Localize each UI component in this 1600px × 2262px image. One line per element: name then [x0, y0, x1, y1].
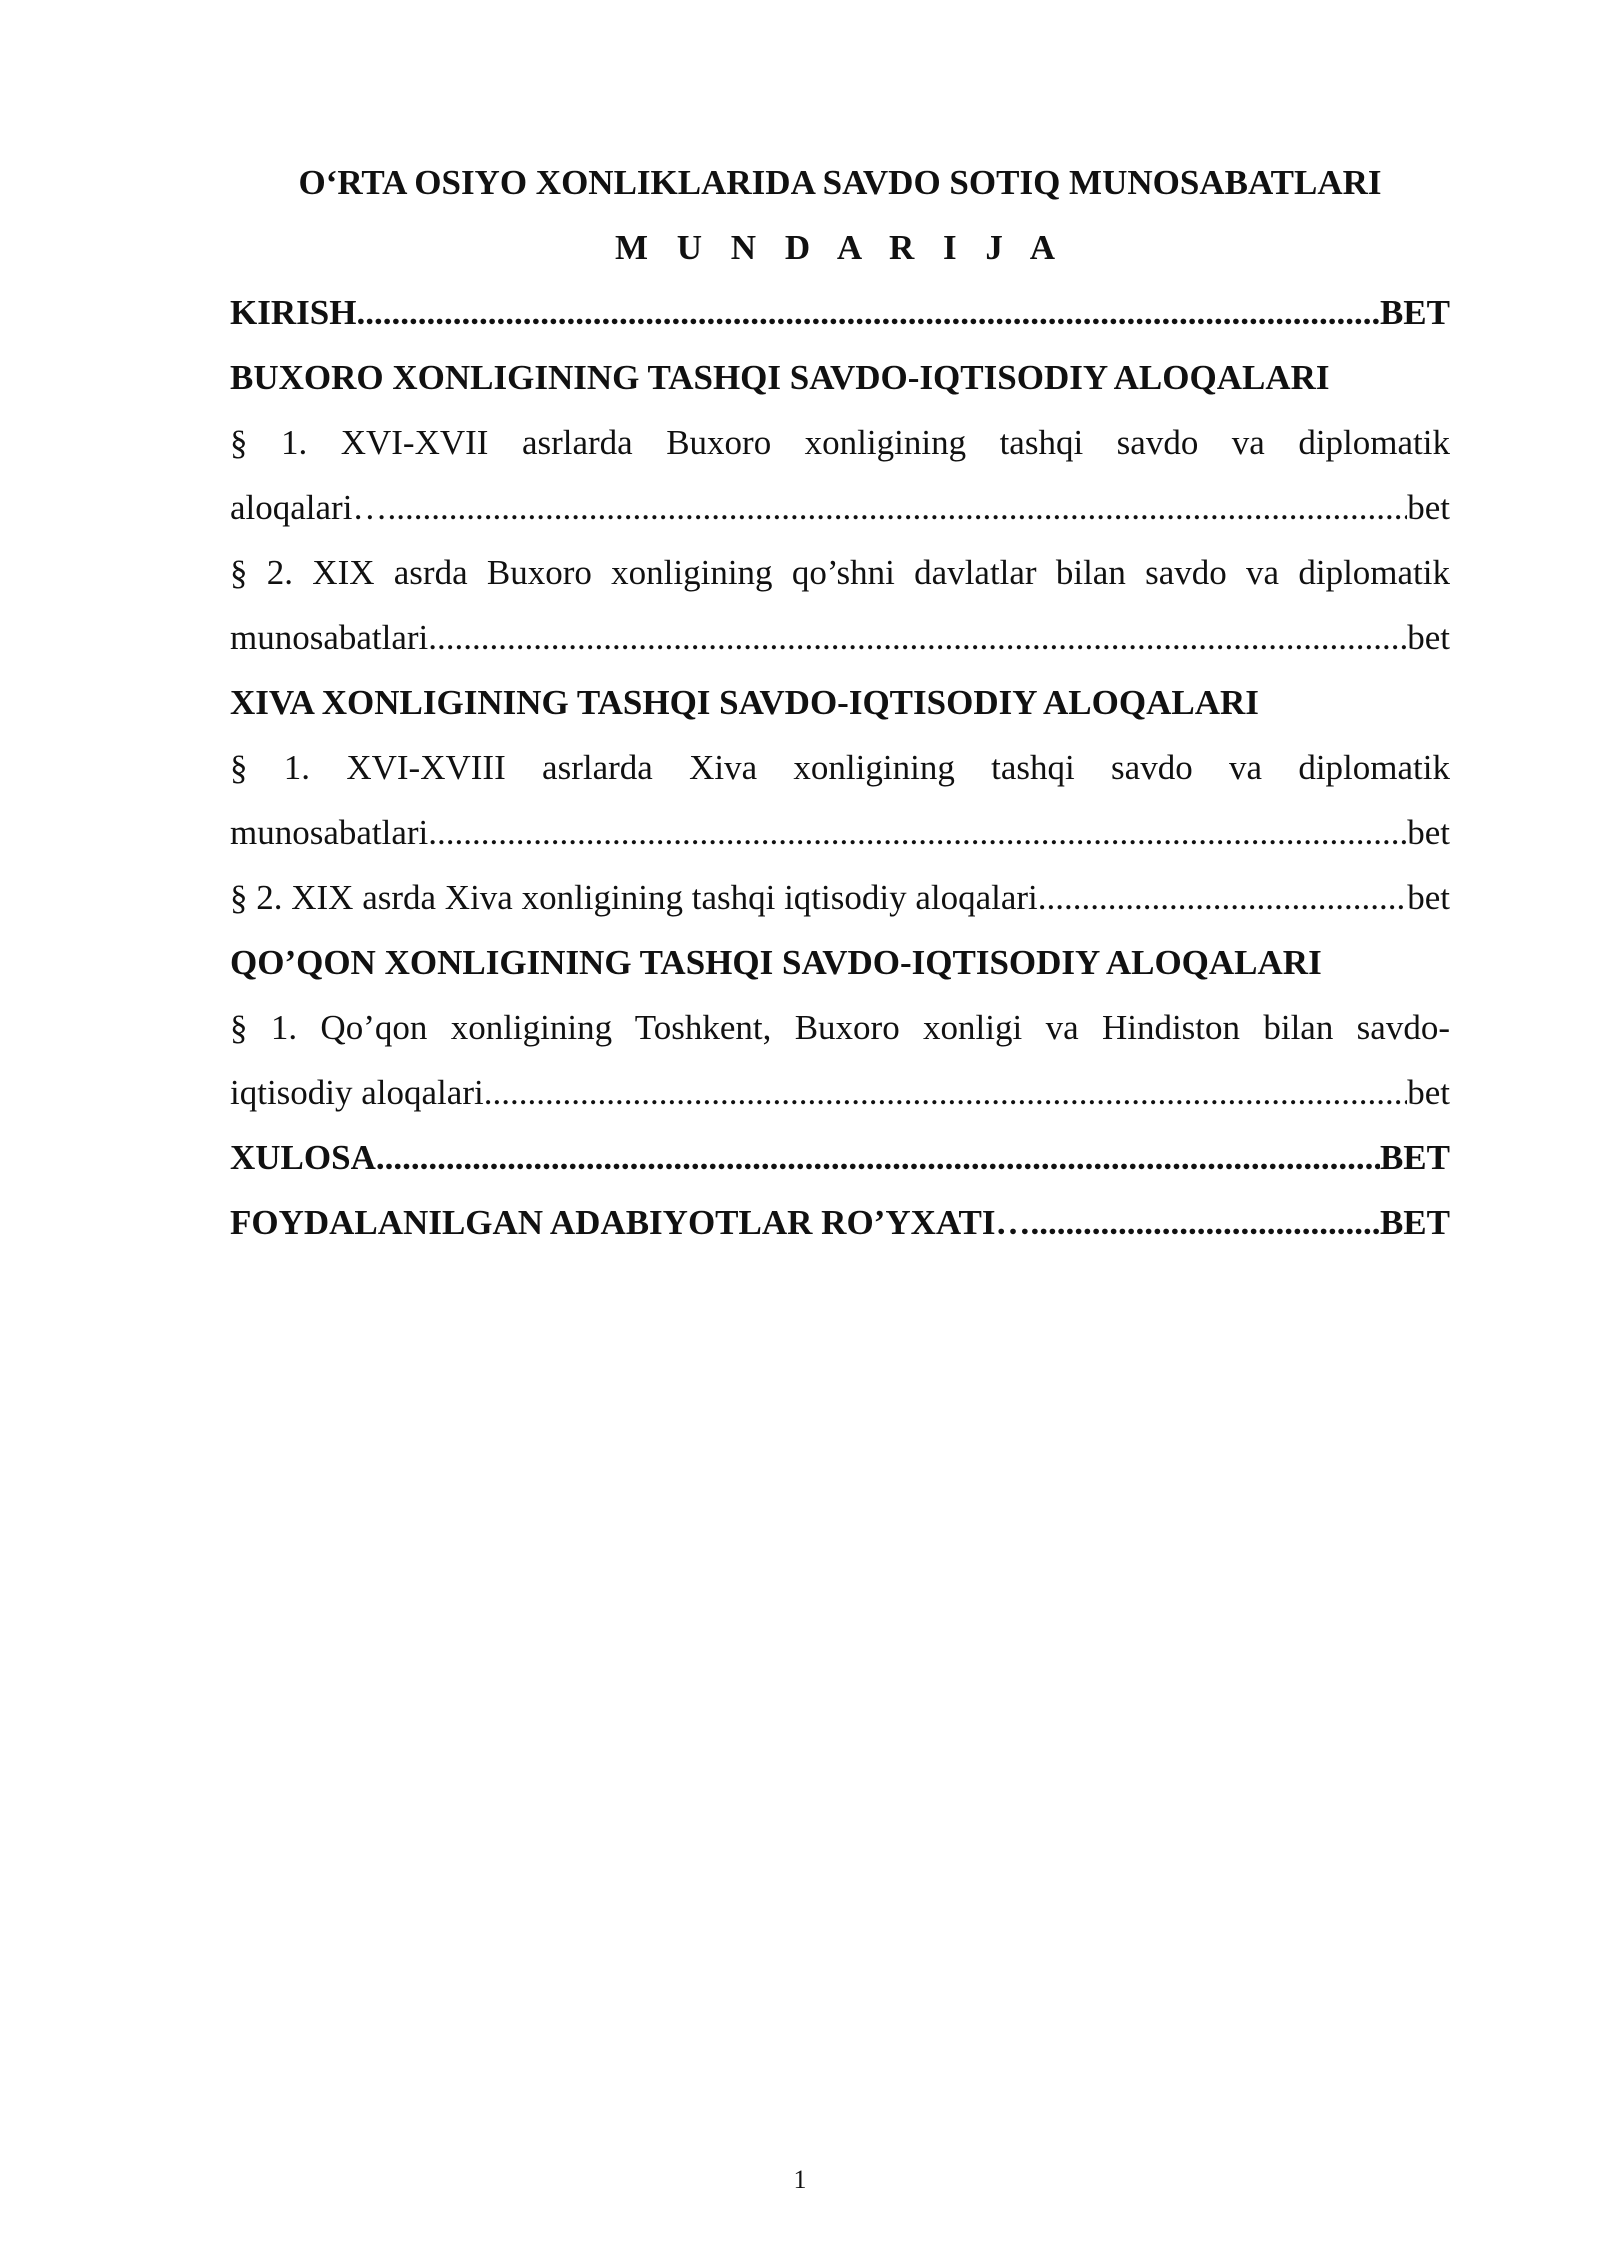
toc-section-entry[interactable]	[230, 995, 1450, 1125]
toc-entry-label: § 2. XIX asrda Xiva xonligining tashqi iqtisodiy aloqalari	[230, 878, 1038, 917]
toc-page-ref: bet	[1407, 878, 1450, 917]
toc-section-entry[interactable]	[230, 410, 1450, 540]
toc-page-ref: bet	[1407, 813, 1450, 852]
toc-entry-label: iqtisodiy aloqalari	[230, 1073, 484, 1112]
toc-entry-label: aloqalari…	[230, 488, 388, 527]
dot-leader	[387, 475, 1407, 540]
dot-leader	[356, 280, 1380, 345]
toc-section-line: § 2. XIX asrda Buxoro xonligining qo’shni davlatlar bilan savdo va diplomatik	[230, 553, 1450, 592]
toc-section-entry[interactable]	[230, 865, 1450, 930]
document-title: O‘RTA OSIYO XONLIKLARIDA SAVDO SOTIQ MUNOSABATLARI	[298, 163, 1382, 202]
document-content	[230, 150, 1450, 1255]
table-of-contents	[230, 280, 1450, 1255]
dot-leader	[1038, 865, 1407, 930]
toc-section-line	[230, 800, 1450, 865]
toc-entry-label: FOYDALANILGAN ADABIYOTLAR RO’YXATI…	[230, 1203, 1031, 1242]
toc-chapter-title[interactable]: BUXORO XONLIGINING TASHQI SAVDO-IQTISODIY ALOQALARI	[230, 358, 1330, 397]
toc-entry-label: XULOSA	[230, 1138, 376, 1177]
toc-page-ref: bet	[1407, 488, 1450, 527]
toc-page-ref: bet	[1407, 618, 1450, 657]
toc-entry-conclusion[interactable]	[230, 1125, 1450, 1190]
toc-section-entry[interactable]	[230, 735, 1450, 865]
toc-section-line	[230, 605, 1450, 670]
dot-leader	[428, 605, 1407, 670]
dot-leader	[1031, 1190, 1380, 1255]
toc-section-line	[230, 475, 1450, 540]
toc-entry-label: munosabatlari	[230, 618, 429, 657]
toc-section-line: § 1. XVI-XVII asrlarda Buxoro xonligining tashqi savdo va diplomatik	[230, 423, 1450, 462]
toc-entry-label: munosabatlari	[230, 813, 429, 852]
toc-page-ref: BET	[1379, 1203, 1450, 1242]
dot-leader	[376, 1125, 1380, 1190]
toc-page-ref: bet	[1407, 1073, 1450, 1112]
dot-leader	[484, 1060, 1408, 1125]
toc-entry-introduction[interactable]	[230, 280, 1450, 345]
toc-entry-bibliography[interactable]	[230, 1190, 1450, 1255]
toc-section-line: § 1. XVI-XVIII asrlarda Xiva xonligining tashqi savdo va diplomatik	[230, 748, 1450, 787]
page-number: 1	[793, 2165, 807, 2194]
toc-page-ref: BET	[1379, 1138, 1450, 1177]
toc-section-line	[230, 1060, 1450, 1125]
toc-section-entry[interactable]	[230, 540, 1450, 670]
toc-chapter-title[interactable]: QO’QON XONLIGINING TASHQI SAVDO-IQTISODIY ALOQALARI	[230, 943, 1322, 982]
toc-entry-label: KIRISH	[230, 293, 357, 332]
toc-chapter-title[interactable]: XIVA XONLIGINING TASHQI SAVDO-IQTISODIY ALOQALARI	[230, 683, 1259, 722]
toc-heading: M U N D A R I J A	[614, 228, 1066, 267]
toc-section-line: § 1. Qo’qon xonligining Toshkent, Buxoro xonligi va Hindiston bilan savdo-	[230, 1008, 1450, 1047]
toc-page-ref: BET	[1379, 293, 1450, 332]
dot-leader	[428, 800, 1407, 865]
